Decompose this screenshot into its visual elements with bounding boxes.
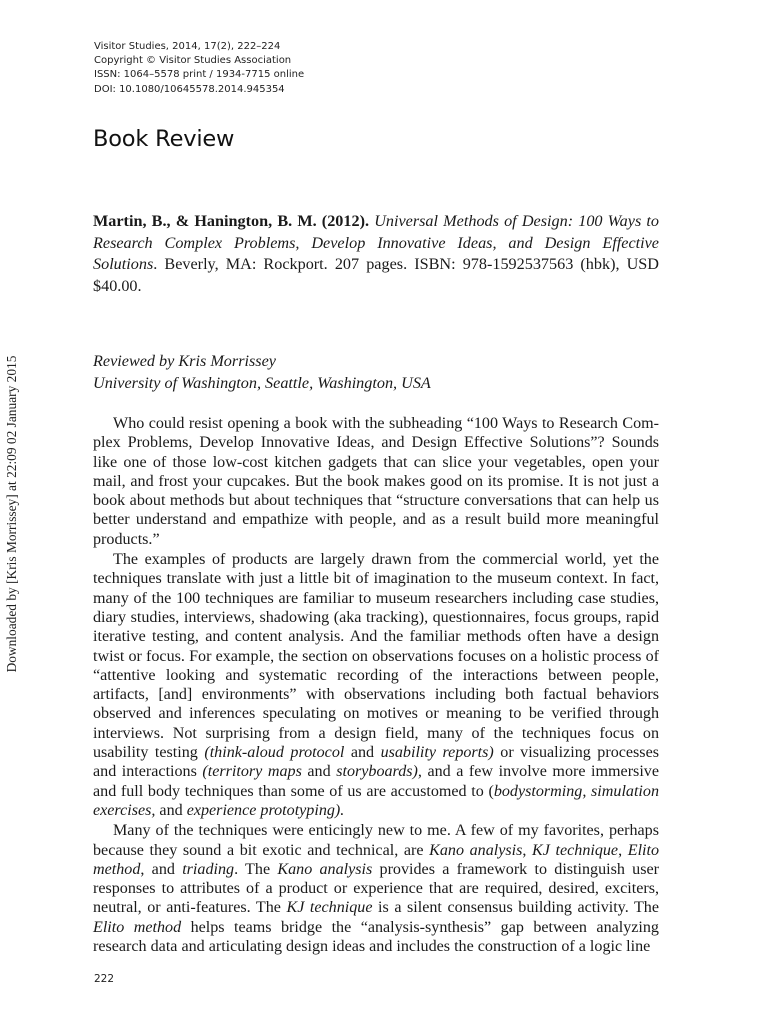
emphasis-text: Kano analysis — [277, 860, 373, 878]
emphasis-text: KJ technique — [532, 841, 619, 859]
copyright-line: Copyright © Visitor Studies Association — [94, 55, 292, 67]
emphasis-text: (think-aloud protocol — [204, 744, 345, 762]
paragraph-3-text: , — [618, 841, 628, 859]
download-watermark — [2, 344, 22, 684]
paragraph-1-text: Who could resist opening a book with the subheading “100 Ways to Research Complex Problems, Develop Innovative Ideas, and Design Effective Solutions”? Sounds like one of those low-cost kitchen gadgets that can slice your vegetables, open your mail, and frost your cupcakes. But the book makes good on its promise. It is not just a book about methods but about techniques that “structure conversations that can help us better understand and empathize with people, and as a result build more meaningful products.” — [93, 415, 659, 548]
journal-metadata — [94, 40, 304, 97]
page-title: Book Review — [93, 126, 235, 152]
emphasis-text: experience prototyping). — [186, 801, 345, 819]
citation-book-title: Universal Methods of Design: 100 Ways to Research Complex Problems, Develop Innovative Ideas, and Design Effective Solutions — [93, 212, 660, 273]
journal-citation-line: Visitor Studies, 2014, 17(2), 222–224 — [94, 41, 281, 52]
paragraph-2 — [93, 550, 659, 820]
emphasis-text: usability reports) — [380, 744, 494, 762]
paragraph-3-text: Many of the techniques were enticingly new to me. A few of my favorites, perhaps because they sound a bit exotic and technical, are — [93, 822, 659, 859]
reviewer-name: Reviewed by Kris Morrissey — [93, 352, 276, 370]
emphasis-text: Kano analysis — [429, 841, 523, 859]
paragraph-2-text: and a few involve more immersive and full body techniques than some of us are accustomed to ( — [93, 763, 659, 800]
emphasis-text: Elito method — [93, 918, 182, 936]
download-watermark-text: Downloaded by [Kris Morrissey] at 22:09 02 January 2015 — [4, 355, 19, 673]
paragraph-2-text: The examples of products are largely drawn from the commercial world, yet the techniques translate with just a little bit of imagination to the museum context. In fact, many of the 100 techniques are familiar to museum researchers including case studies, diary studies, interviews, shadowing (aka tracking), questionnaires, focus groups, rapid iterative testing, and content analysis. And the familiar methods often have a design twist or focus. For example, the section on observations focuses on a holistic process of “attentive looking and systematic recording of the interactions between people, artifacts, [and] environments” with observations including both factual behaviors observed and inferences speculating on motives or meaning to be verified through interviews. Not surprising from a design field, many of the techniques focus on usability testing — [93, 551, 659, 762]
emphasis-text: triading — [182, 860, 235, 878]
page-number: 222 — [94, 973, 115, 985]
citation-publication: . Beverly, MA: Rockport. 207 pages. ISBN: 978-1592537563 (hbk), USD $40.00. — [93, 255, 659, 295]
review-body — [93, 414, 659, 956]
emphasis-text: (territory maps — [202, 763, 302, 781]
reviewer-affiliation: University of Washington, Seattle, Washington, USA — [93, 374, 431, 392]
emphasis-text: KJ technique — [286, 899, 373, 917]
reviewer-block — [93, 350, 659, 394]
paragraph-2-text: and — [344, 744, 381, 762]
paragraph-2-text: or visualizing processes and interactions — [93, 744, 659, 781]
paragraph-3-text: . The — [234, 860, 278, 878]
paragraph-3-text: is a silent consensus building activity. The — [372, 899, 659, 917]
paragraph-3-text: , — [522, 841, 533, 859]
paragraph-2-text: and — [155, 801, 187, 819]
paragraph-3-text: helps teams bridge the “analysis-synthesis” gap between analyzing research data and articulating design ideas and includes the construction of a logic line — [93, 918, 659, 956]
paragraph-2-text: and — [301, 763, 337, 781]
paragraph-3-text: provides a framework to distinguish user responses to attributes of a product or experience that are required, desired, exciters, neutral, or anti-features. The — [93, 860, 659, 917]
paragraph-3-text: , and — [140, 860, 183, 878]
paragraph-1 — [93, 414, 659, 549]
paragraph-3 — [93, 821, 659, 956]
emphasis-text: storyboards), — [336, 763, 422, 781]
emphasis-text: bodystorming, simulation exercises, — [93, 782, 659, 819]
citation-authors: Martin, B., & Hanington, B. M. (2012). — [93, 212, 370, 230]
doi-line: DOI: 10.1080/10645578.2014.945354 — [94, 83, 285, 95]
emphasis-text: Elito method — [93, 841, 660, 878]
book-citation — [93, 211, 659, 297]
issn-line: ISSN: 1064–5578 print / 1934-7715 online — [94, 69, 305, 81]
